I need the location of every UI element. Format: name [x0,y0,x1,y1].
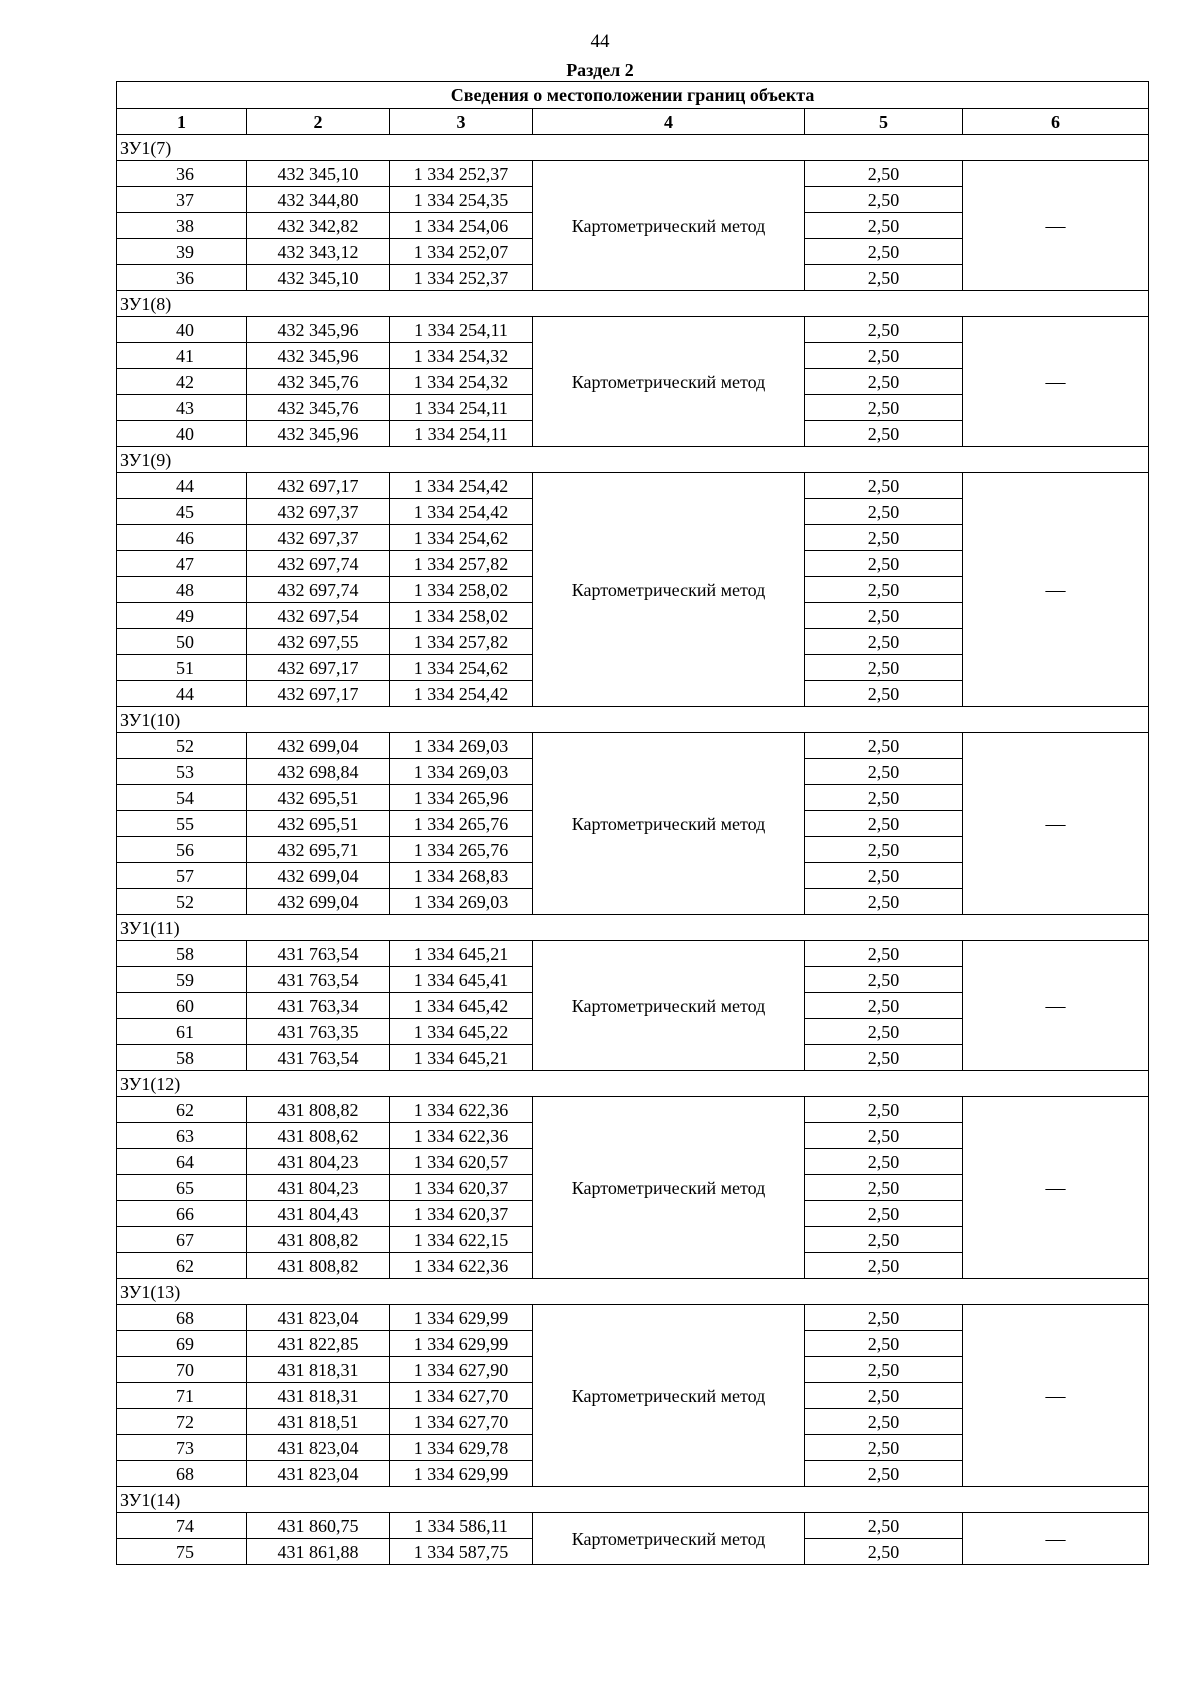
accuracy-cell: 2,50 [805,499,963,525]
x-coordinate-cell: 431 763,54 [247,1045,390,1071]
x-coordinate-cell: 432 697,17 [247,681,390,707]
accuracy-cell: 2,50 [805,1331,963,1357]
accuracy-cell: 2,50 [805,369,963,395]
y-coordinate-cell: 1 334 254,32 [390,343,533,369]
y-coordinate-cell: 1 334 622,36 [390,1097,533,1123]
y-coordinate-cell: 1 334 622,15 [390,1227,533,1253]
accuracy-cell: 2,50 [805,551,963,577]
accuracy-cell: 2,50 [805,1045,963,1071]
method-cell: Картометрический метод [533,733,805,915]
group-label-row [117,1279,1149,1305]
point-number-cell: 46 [117,525,247,551]
x-coordinate-cell: 432 345,10 [247,265,390,291]
table-row [117,161,1149,187]
x-coordinate-cell: 432 345,96 [247,343,390,369]
y-coordinate-cell: 1 334 586,11 [390,1513,533,1539]
point-number-cell: 36 [117,265,247,291]
x-coordinate-cell: 432 345,76 [247,395,390,421]
point-number-cell: 52 [117,733,247,759]
point-number-cell: 49 [117,603,247,629]
x-coordinate-cell: 431 808,82 [247,1227,390,1253]
accuracy-cell: 2,50 [805,525,963,551]
x-coordinate-cell: 432 698,84 [247,759,390,785]
y-coordinate-cell: 1 334 629,99 [390,1461,533,1487]
caption-row [117,82,1149,109]
y-coordinate-cell: 1 334 620,37 [390,1201,533,1227]
point-number-cell: 55 [117,811,247,837]
y-coordinate-cell: 1 334 254,11 [390,395,533,421]
point-number-cell: 65 [117,1175,247,1201]
point-number-cell: 44 [117,473,247,499]
x-coordinate-cell: 432 344,80 [247,187,390,213]
y-coordinate-cell: 1 334 257,82 [390,629,533,655]
method-cell: Картометрический метод [533,161,805,291]
y-coordinate-cell: 1 334 254,32 [390,369,533,395]
accuracy-cell: 2,50 [805,265,963,291]
point-number-cell: 58 [117,941,247,967]
point-number-cell: 42 [117,369,247,395]
y-coordinate-cell: 1 334 620,37 [390,1175,533,1201]
section-title: Раздел 2 [566,60,634,80]
point-number-cell: 45 [117,499,247,525]
x-coordinate-cell: 432 697,37 [247,499,390,525]
x-coordinate-cell: 432 699,04 [247,863,390,889]
point-number-cell: 50 [117,629,247,655]
point-number-cell: 47 [117,551,247,577]
y-coordinate-cell: 1 334 254,42 [390,473,533,499]
x-coordinate-cell: 432 345,96 [247,421,390,447]
group-label: ЗУ1(13) [117,1279,1149,1305]
y-coordinate-cell: 1 334 627,70 [390,1383,533,1409]
point-number-cell: 68 [117,1305,247,1331]
x-coordinate-cell: 432 345,96 [247,317,390,343]
y-coordinate-cell: 1 334 254,62 [390,655,533,681]
x-coordinate-cell: 432 342,82 [247,213,390,239]
y-coordinate-cell: 1 334 254,42 [390,499,533,525]
point-number-cell: 43 [117,395,247,421]
accuracy-cell: 2,50 [805,187,963,213]
group-label: ЗУ1(9) [117,447,1149,473]
y-coordinate-cell: 1 334 269,03 [390,759,533,785]
accuracy-cell: 2,50 [805,1461,963,1487]
column-number-row [117,109,1149,135]
table-caption: Сведения о местоположении границ объекта [117,82,1149,109]
point-number-cell: 53 [117,759,247,785]
group-label: ЗУ1(11) [117,915,1149,941]
y-coordinate-cell: 1 334 252,37 [390,161,533,187]
point-number-cell: 62 [117,1253,247,1279]
y-coordinate-cell: 1 334 254,62 [390,525,533,551]
point-number-cell: 62 [117,1097,247,1123]
column-number-1: 1 [117,109,247,135]
group-label: ЗУ1(10) [117,707,1149,733]
x-coordinate-cell: 432 695,51 [247,811,390,837]
note-cell: — [963,317,1149,447]
accuracy-cell: 2,50 [805,759,963,785]
x-coordinate-cell: 432 695,71 [247,837,390,863]
method-cell: Картометрический метод [533,473,805,707]
x-coordinate-cell: 432 699,04 [247,889,390,915]
group-label: ЗУ1(7) [117,135,1149,161]
x-coordinate-cell: 431 823,04 [247,1435,390,1461]
accuracy-cell: 2,50 [805,1201,963,1227]
x-coordinate-cell: 432 697,74 [247,551,390,577]
point-number-cell: 58 [117,1045,247,1071]
x-coordinate-cell: 431 808,82 [247,1097,390,1123]
accuracy-cell: 2,50 [805,1357,963,1383]
accuracy-cell: 2,50 [805,577,963,603]
point-number-cell: 38 [117,213,247,239]
boundary-table [116,81,1149,1565]
y-coordinate-cell: 1 334 269,03 [390,733,533,759]
accuracy-cell: 2,50 [805,837,963,863]
x-coordinate-cell: 431 818,51 [247,1409,390,1435]
note-cell: — [963,1513,1149,1565]
y-coordinate-cell: 1 334 645,42 [390,993,533,1019]
note-cell: — [963,161,1149,291]
y-coordinate-cell: 1 334 269,03 [390,889,533,915]
group-label-row [117,135,1149,161]
accuracy-cell: 2,50 [805,395,963,421]
column-number-5: 5 [805,109,963,135]
y-coordinate-cell: 1 334 620,57 [390,1149,533,1175]
point-number-cell: 72 [117,1409,247,1435]
group-label-row [117,915,1149,941]
accuracy-cell: 2,50 [805,1305,963,1331]
point-number-cell: 40 [117,317,247,343]
y-coordinate-cell: 1 334 252,37 [390,265,533,291]
accuracy-cell: 2,50 [805,343,963,369]
y-coordinate-cell: 1 334 645,21 [390,941,533,967]
y-coordinate-cell: 1 334 268,83 [390,863,533,889]
method-cell: Картометрический метод [533,941,805,1071]
x-coordinate-cell: 432 345,10 [247,161,390,187]
group-label: ЗУ1(12) [117,1071,1149,1097]
table-body [117,82,1149,1565]
x-coordinate-cell: 431 763,54 [247,941,390,967]
y-coordinate-cell: 1 334 254,42 [390,681,533,707]
point-number-cell: 40 [117,421,247,447]
accuracy-cell: 2,50 [805,1539,963,1565]
point-number-cell: 66 [117,1201,247,1227]
x-coordinate-cell: 431 804,43 [247,1201,390,1227]
accuracy-cell: 2,50 [805,681,963,707]
table-row [117,1305,1149,1331]
x-coordinate-cell: 431 861,88 [247,1539,390,1565]
accuracy-cell: 2,50 [805,967,963,993]
y-coordinate-cell: 1 334 627,70 [390,1409,533,1435]
x-coordinate-cell: 432 699,04 [247,733,390,759]
y-coordinate-cell: 1 334 254,11 [390,317,533,343]
table-row [117,317,1149,343]
column-number-3: 3 [390,109,533,135]
y-coordinate-cell: 1 334 254,11 [390,421,533,447]
y-coordinate-cell: 1 334 645,21 [390,1045,533,1071]
x-coordinate-cell: 431 763,35 [247,1019,390,1045]
accuracy-cell: 2,50 [805,473,963,499]
y-coordinate-cell: 1 334 629,78 [390,1435,533,1461]
note-cell: — [963,733,1149,915]
point-number-cell: 44 [117,681,247,707]
x-coordinate-cell: 432 695,51 [247,785,390,811]
method-cell: Картометрический метод [533,1305,805,1487]
point-number-cell: 56 [117,837,247,863]
group-label: ЗУ1(8) [117,291,1149,317]
x-coordinate-cell: 431 808,62 [247,1123,390,1149]
point-number-cell: 71 [117,1383,247,1409]
column-number-6: 6 [963,109,1149,135]
y-coordinate-cell: 1 334 645,41 [390,967,533,993]
accuracy-cell: 2,50 [805,161,963,187]
point-number-cell: 57 [117,863,247,889]
x-coordinate-cell: 431 823,04 [247,1461,390,1487]
group-label-row [117,291,1149,317]
x-coordinate-cell: 431 822,85 [247,1331,390,1357]
table-row [117,941,1149,967]
accuracy-cell: 2,50 [805,1513,963,1539]
x-coordinate-cell: 432 697,55 [247,629,390,655]
accuracy-cell: 2,50 [805,317,963,343]
point-number-cell: 68 [117,1461,247,1487]
accuracy-cell: 2,50 [805,1435,963,1461]
x-coordinate-cell: 431 860,75 [247,1513,390,1539]
x-coordinate-cell: 431 823,04 [247,1305,390,1331]
accuracy-cell: 2,50 [805,889,963,915]
point-number-cell: 39 [117,239,247,265]
accuracy-cell: 2,50 [805,629,963,655]
x-coordinate-cell: 431 818,31 [247,1383,390,1409]
y-coordinate-cell: 1 334 265,76 [390,811,533,837]
y-coordinate-cell: 1 334 258,02 [390,577,533,603]
x-coordinate-cell: 432 345,76 [247,369,390,395]
column-number-2: 2 [247,109,390,135]
y-coordinate-cell: 1 334 257,82 [390,551,533,577]
x-coordinate-cell: 431 818,31 [247,1357,390,1383]
point-number-cell: 48 [117,577,247,603]
accuracy-cell: 2,50 [805,213,963,239]
point-number-cell: 75 [117,1539,247,1565]
note-cell: — [963,1097,1149,1279]
table-row [117,473,1149,499]
method-cell: Картометрический метод [533,1097,805,1279]
group-label-row [117,1071,1149,1097]
accuracy-cell: 2,50 [805,655,963,681]
accuracy-cell: 2,50 [805,785,963,811]
x-coordinate-cell: 432 697,37 [247,525,390,551]
accuracy-cell: 2,50 [805,1123,963,1149]
x-coordinate-cell: 432 697,17 [247,473,390,499]
accuracy-cell: 2,50 [805,1253,963,1279]
accuracy-cell: 2,50 [805,941,963,967]
x-coordinate-cell: 432 697,17 [247,655,390,681]
accuracy-cell: 2,50 [805,811,963,837]
y-coordinate-cell: 1 334 622,36 [390,1253,533,1279]
page-number: 44 [590,31,610,52]
table-row [117,733,1149,759]
y-coordinate-cell: 1 334 629,99 [390,1331,533,1357]
x-coordinate-cell: 431 804,23 [247,1149,390,1175]
accuracy-cell: 2,50 [805,1227,963,1253]
group-label-row [117,1487,1149,1513]
accuracy-cell: 2,50 [805,603,963,629]
point-number-cell: 69 [117,1331,247,1357]
point-number-cell: 67 [117,1227,247,1253]
y-coordinate-cell: 1 334 254,06 [390,213,533,239]
table-row [117,1513,1149,1539]
x-coordinate-cell: 431 804,23 [247,1175,390,1201]
method-cell: Картометрический метод [533,1513,805,1565]
accuracy-cell: 2,50 [805,1149,963,1175]
point-number-cell: 51 [117,655,247,681]
point-number-cell: 64 [117,1149,247,1175]
x-coordinate-cell: 432 697,74 [247,577,390,603]
accuracy-cell: 2,50 [805,1175,963,1201]
point-number-cell: 52 [117,889,247,915]
accuracy-cell: 2,50 [805,733,963,759]
x-coordinate-cell: 432 343,12 [247,239,390,265]
accuracy-cell: 2,50 [805,1409,963,1435]
point-number-cell: 36 [117,161,247,187]
accuracy-cell: 2,50 [805,421,963,447]
x-coordinate-cell: 432 697,54 [247,603,390,629]
x-coordinate-cell: 431 808,82 [247,1253,390,1279]
x-coordinate-cell: 431 763,34 [247,993,390,1019]
point-number-cell: 60 [117,993,247,1019]
point-number-cell: 70 [117,1357,247,1383]
point-number-cell: 41 [117,343,247,369]
y-coordinate-cell: 1 334 265,76 [390,837,533,863]
note-cell: — [963,941,1149,1071]
method-cell: Картометрический метод [533,317,805,447]
accuracy-cell: 2,50 [805,1019,963,1045]
y-coordinate-cell: 1 334 629,99 [390,1305,533,1331]
group-label: ЗУ1(14) [117,1487,1149,1513]
point-number-cell: 63 [117,1123,247,1149]
point-number-cell: 74 [117,1513,247,1539]
y-coordinate-cell: 1 334 252,07 [390,239,533,265]
y-coordinate-cell: 1 334 265,96 [390,785,533,811]
y-coordinate-cell: 1 334 622,36 [390,1123,533,1149]
y-coordinate-cell: 1 334 627,90 [390,1357,533,1383]
point-number-cell: 54 [117,785,247,811]
accuracy-cell: 2,50 [805,1097,963,1123]
accuracy-cell: 2,50 [805,993,963,1019]
point-number-cell: 73 [117,1435,247,1461]
note-cell: — [963,1305,1149,1487]
note-cell: — [963,473,1149,707]
group-label-row [117,707,1149,733]
accuracy-cell: 2,50 [805,1383,963,1409]
x-coordinate-cell: 431 763,54 [247,967,390,993]
table-row [117,1097,1149,1123]
y-coordinate-cell: 1 334 254,35 [390,187,533,213]
point-number-cell: 59 [117,967,247,993]
point-number-cell: 61 [117,1019,247,1045]
point-number-cell: 37 [117,187,247,213]
accuracy-cell: 2,50 [805,863,963,889]
accuracy-cell: 2,50 [805,239,963,265]
y-coordinate-cell: 1 334 587,75 [390,1539,533,1565]
y-coordinate-cell: 1 334 258,02 [390,603,533,629]
group-label-row [117,447,1149,473]
y-coordinate-cell: 1 334 645,22 [390,1019,533,1045]
column-number-4: 4 [533,109,805,135]
